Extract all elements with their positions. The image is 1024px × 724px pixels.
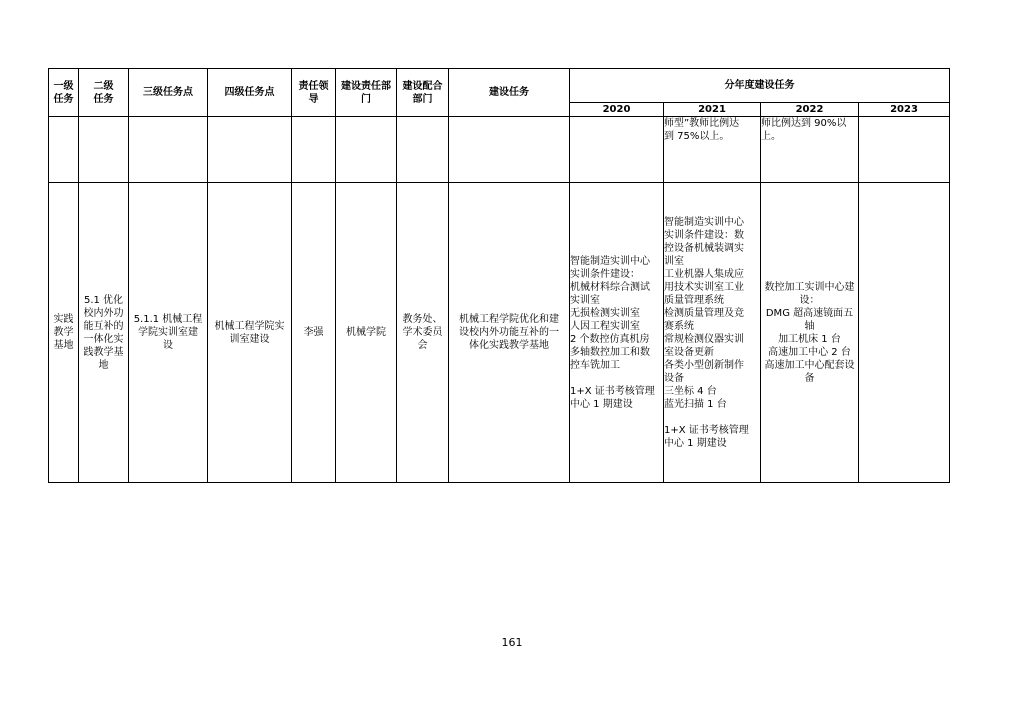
header-level4: 四级任务点	[208, 69, 292, 117]
cell-2020: 智能制造实训中心 实训条件建设： 机械材料综合测试 实训室 无损检测实训室 人因工程实训室 2 个数控仿真机房 多轴数控加工和数 控车铣加工 1+X 证书考核管理 中心 1 期建设	[570, 183, 664, 483]
cell-dept: 机械学院	[336, 183, 397, 483]
header-leader: 责任领 导	[292, 69, 336, 117]
cell-empty	[449, 117, 570, 183]
cell-task: 机械工程学院优化和建 设校内外功能互补的一 体化实践教学基地	[449, 183, 570, 483]
header-level3: 三级任务点	[129, 69, 208, 117]
cell-empty	[397, 117, 449, 183]
cell-continued-2022: 师比例达到 90%以上。	[761, 117, 859, 183]
cell-empty	[208, 117, 292, 183]
header-level1: 一级 任务	[49, 69, 79, 117]
header-row	[49, 69, 950, 103]
cell-empty	[129, 117, 208, 183]
cell-2021: 智能制造实训中心 实训条件建设：数 控设备机械装调实 训室 工业机器人集成应 用技术实训室工业 质量管理系统 检测质量管理及竞 赛系统 常规检测仪器实训 室设备更新 各类小型创新制作 设备 三坐标 4 台 蓝光扫描 1 台 1+X 证书考核管理 中心 1 期建设	[664, 183, 761, 483]
cell-level1: 实践 教学 基地	[49, 183, 79, 483]
header-year-2022: 2022	[761, 103, 859, 117]
header-year-2021: 2021	[664, 103, 761, 117]
cell-2023	[859, 183, 950, 483]
header-annual: 分年度建设任务	[570, 69, 950, 103]
task-table	[48, 68, 950, 483]
table-row-continued	[49, 117, 950, 183]
cell-level2: 5.1 优化 校内外功 能互补的 一体化实 践教学基 地	[79, 183, 129, 483]
header-task: 建设任务	[449, 69, 570, 117]
cell-level3: 5.1.1 机械工程 学院实训室建 设	[129, 183, 208, 483]
cell-empty	[292, 117, 336, 183]
cell-coop: 教务处、 学术委员 会	[397, 183, 449, 483]
header-dept: 建设责任部 门	[336, 69, 397, 117]
cell-leader: 李强	[292, 183, 336, 483]
cell-empty	[79, 117, 129, 183]
cell-level4: 机械工程学院实 训室建设	[208, 183, 292, 483]
cell-empty	[49, 117, 79, 183]
cell-empty	[859, 117, 950, 183]
table-row	[49, 183, 950, 483]
page-number: 161	[501, 636, 523, 649]
cell-empty	[336, 117, 397, 183]
header-coop: 建设配合 部门	[397, 69, 449, 117]
header-year-2023: 2023	[859, 103, 950, 117]
cell-continued-2021: 师型”教师比例达 到 75%以上。	[664, 117, 761, 183]
header-level2: 二级 任务	[79, 69, 129, 117]
cell-2022: 数控加工实训中心建 设： DMG 超高速镜面五轴 加工机床 1 台 高速加工中心 2 台 高速加工中心配套设 备	[761, 183, 859, 483]
header-year-2020: 2020	[570, 103, 664, 117]
cell-empty	[570, 117, 664, 183]
